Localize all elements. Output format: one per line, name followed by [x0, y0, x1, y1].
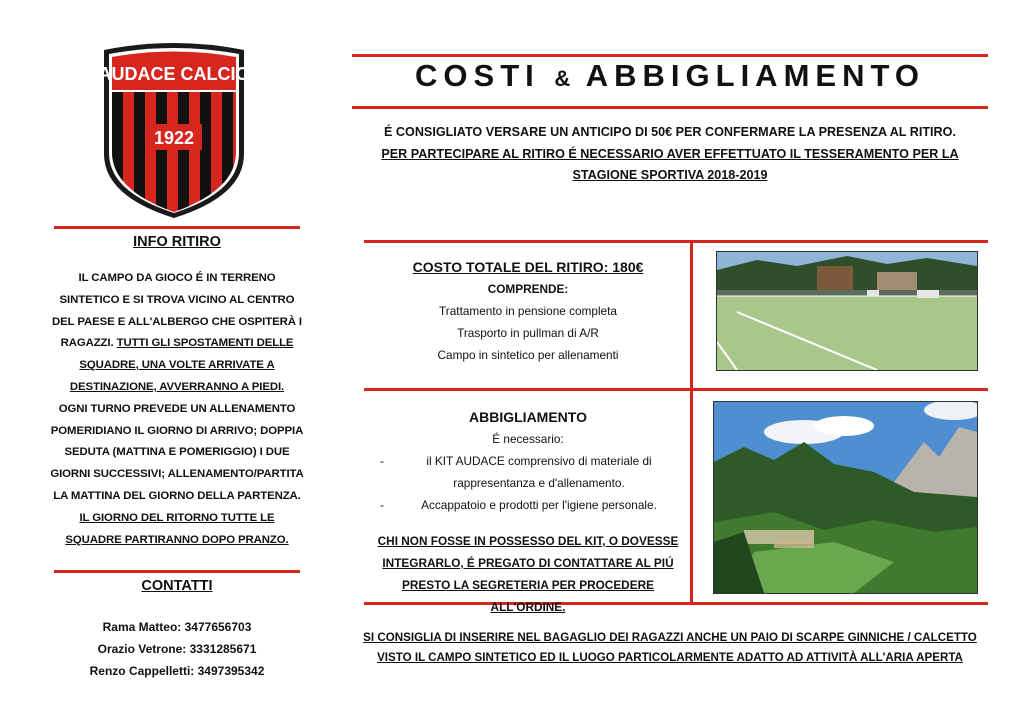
info-p1-plain: IL CAMPO DA GIOCO É IN TERRENO SINTETICO E SI TROVA VICINO AL CENTRO DEL PAESE E ALL'ALBERGO CHE OSPITERÀ I RAGAZZI.	[52, 272, 302, 350]
info-p1-underlined: TUTTI GLI SPOSTAMENTI DELLE SQUADRE, UNA VOLTE ARRIVATE A DESTINAZIONE, AVVERRANNO A PIEDI.	[69, 337, 294, 393]
cost-item: Trattamento in pensione completa	[439, 304, 617, 318]
clothing-item-text: Accappatoio e prodotti per l'igiene personale.	[421, 498, 657, 512]
title-part1: COSTI	[415, 58, 540, 93]
divider	[352, 54, 988, 57]
club-crest-icon	[100, 40, 248, 218]
title-amp: &	[554, 66, 573, 91]
divider	[364, 388, 988, 391]
logo-year: 1922	[153, 128, 195, 148]
bottom-line1: SI CONSIGLIA DI INSERIRE NEL BAGAGLIO DEI RAGAZZI ANCHE UN PAIO DI SCARPE GINNICHE / CALCETTO	[363, 631, 977, 644]
info-title: INFO RITIRO	[133, 234, 221, 250]
valley-photo	[713, 401, 978, 594]
cost-title: COSTO TOTALE DEL RITIRO: 180€	[412, 259, 644, 275]
info-body	[50, 268, 304, 551]
clothing-required: É necessario:	[492, 432, 564, 446]
cost-item: Trasporto in pullman di A/R	[457, 326, 599, 340]
intro-line2: PER PARTECIPARE AL RITIRO É NECESSARIO AVER EFFETTUATO IL TESSERAMENTO PER LA	[381, 146, 959, 161]
clothing-title: ABBIGLIAMENTO	[469, 409, 587, 425]
cost-section	[368, 256, 688, 366]
clothing-item-text: il KIT AUDACE comprensivo di materiale di rappresentanza e d'allenamento.	[426, 454, 652, 490]
logo-name: AUDACE CALCIO	[100, 64, 248, 84]
info-p2: OGNI TURNO PREVEDE UN ALLENAMENTO POMERIDIANO IL GIORNO DI ARRIVO; DOPPIA SEDUTA (MATTINA E POMERIGGIO) I DUE GIORNI SUCCESSIVI; ALLENAMENTO/PARTITA LA MATTINA DEL GIORNO DELLA PARTENZA.	[50, 402, 304, 502]
clothing-item	[370, 450, 686, 494]
vertical-divider	[690, 388, 693, 604]
clothing-item	[370, 494, 686, 516]
contact-item: Renzo Cappelletti: 3497395342	[89, 664, 265, 678]
vertical-divider	[690, 240, 693, 390]
club-logo	[100, 40, 248, 218]
cost-includes: COMPRENDE:	[487, 282, 569, 296]
title-part2: ABBIGLIAMENTO	[585, 58, 925, 93]
bullet: -	[380, 454, 384, 468]
bullet: -	[380, 498, 384, 512]
divider	[54, 226, 300, 229]
kit-notice: CHI NON FOSSE IN POSSESSO DEL KIT, O DOVESSE INTEGRARLO, É PREGATO DI CONTATTARE AL PIÚ PRESTO LA SEGRETERIA PER PROCEDERE ALL'ORDINE.	[377, 534, 679, 614]
intro-text	[352, 122, 988, 187]
intro-line1: É CONSIGLIATO VERSARE UN ANTICIPO DI 50€ PER CONFERMARE LA PRESENZA AL RITIRO.	[384, 125, 956, 139]
bottom-line2: VISTO IL CAMPO SINTETICO ED IL LUOGO PARTICOLARMENTE ADATTO AD ATTIVITÀ ALL'ARIA APERTA	[377, 650, 963, 664]
divider	[352, 106, 988, 109]
contacts-title: CONTATTI	[141, 578, 213, 594]
divider	[54, 570, 300, 573]
field-photo	[716, 251, 978, 371]
contact-item: Orazio Vetrone: 3331285671	[97, 642, 257, 656]
info-p3: IL GIORNO DEL RITORNO TUTTE LE SQUADRE PARTIRANNO DOPO PRANZO.	[65, 511, 289, 546]
page-title	[352, 58, 988, 94]
bottom-note	[352, 628, 988, 667]
clothing-section	[370, 406, 686, 618]
divider	[364, 240, 988, 243]
contact-item: Rama Matteo: 3477656703	[102, 620, 252, 634]
cost-item: Campo in sintetico per allenamenti	[437, 348, 619, 362]
intro-line3: STAGIONE SPORTIVA 2018-2019	[572, 168, 768, 182]
